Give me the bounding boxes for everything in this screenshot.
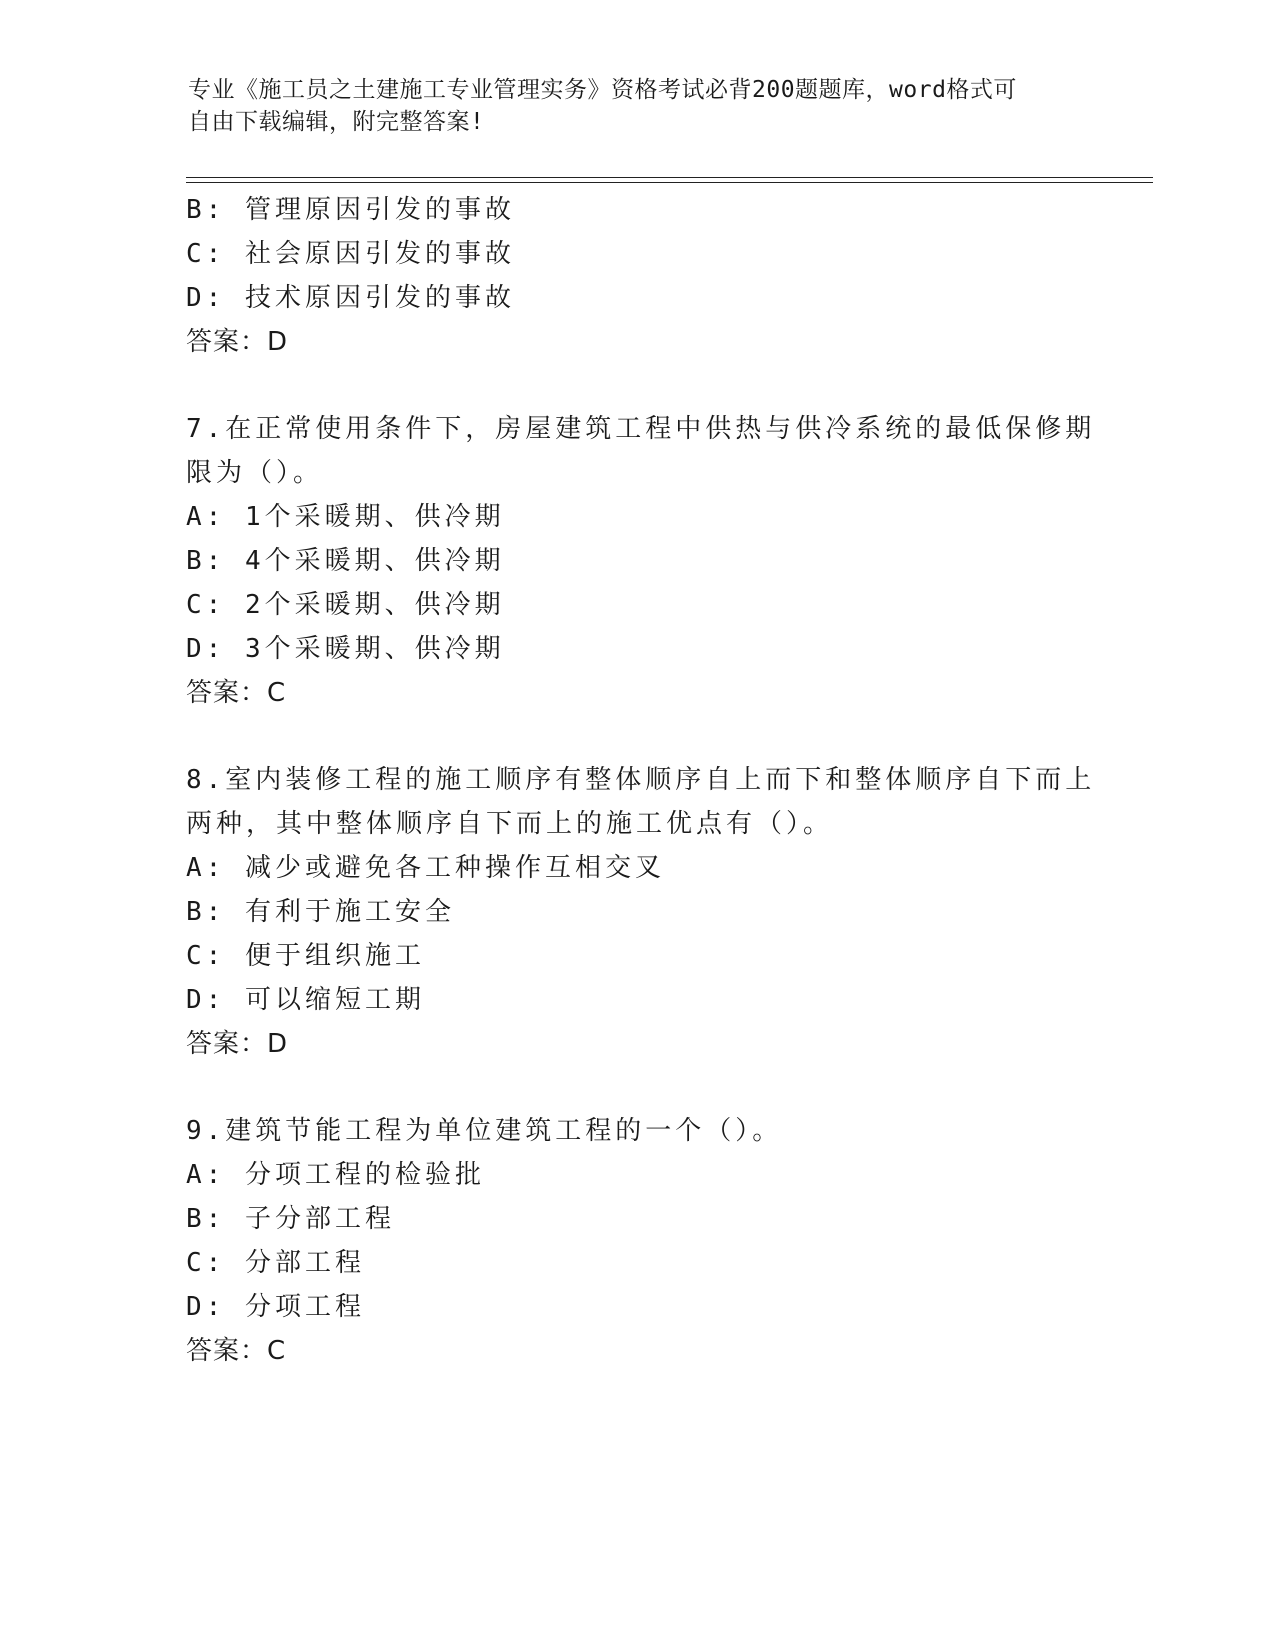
q6-option-c: C: 社会原因引发的事故: [186, 239, 515, 269]
q7-answer: 答案：C: [186, 678, 287, 708]
q7-stem-line-2: 限为（）。: [186, 458, 324, 488]
header-rule-bottom: [186, 182, 1153, 183]
q8-option-a: A: 减少或避免各工种操作互相交叉: [186, 853, 665, 883]
q7-option-a: A: 1个采暖期、供冷期: [186, 502, 505, 532]
header-line-1: 专业《施工员之土建施工专业管理实务》资格考试必背200题题库，word格式可: [188, 77, 1017, 103]
q8-option-d: D: 可以缩短工期: [186, 985, 425, 1015]
q9-option-a: A: 分项工程的检验批: [186, 1160, 485, 1190]
q7-option-c: C: 2个采暖期、供冷期: [186, 590, 505, 620]
q8-stem-line-2: 两种，其中整体顺序自下而上的施工优点有（）。: [186, 809, 834, 839]
q7-option-d: D: 3个采暖期、供冷期: [186, 634, 505, 664]
q9-answer: 答案：C: [186, 1336, 287, 1366]
q9-option-b: B: 子分部工程: [186, 1204, 395, 1234]
q9-option-c: C: 分部工程: [186, 1248, 365, 1278]
q9-option-d: D: 分项工程: [186, 1292, 365, 1322]
header-rule-top: [186, 177, 1153, 178]
q6-option-b: B: 管理原因引发的事故: [186, 195, 515, 225]
q6-option-d: D: 技术原因引发的事故: [186, 283, 515, 313]
q9-stem: 9.建筑节能工程为单位建筑工程的一个（）。: [186, 1116, 783, 1146]
q8-stem-line-1: 8.室内装修工程的施工顺序有整体顺序自上而下和整体顺序自下而上: [186, 765, 1096, 795]
document-header: [188, 74, 1068, 138]
q6-answer: 答案：D: [186, 327, 289, 357]
q7-stem-line-1: 7.在正常使用条件下，房屋建筑工程中供热与供冷系统的最低保修期: [186, 414, 1096, 444]
q8-answer: 答案：D: [186, 1029, 289, 1059]
header-line-2: 自由下载编辑，附完整答案!: [188, 109, 485, 135]
q8-option-b: B: 有利于施工安全: [186, 897, 455, 927]
q8-option-c: C: 便于组织施工: [186, 941, 425, 971]
q7-option-b: B: 4个采暖期、供冷期: [186, 546, 505, 576]
